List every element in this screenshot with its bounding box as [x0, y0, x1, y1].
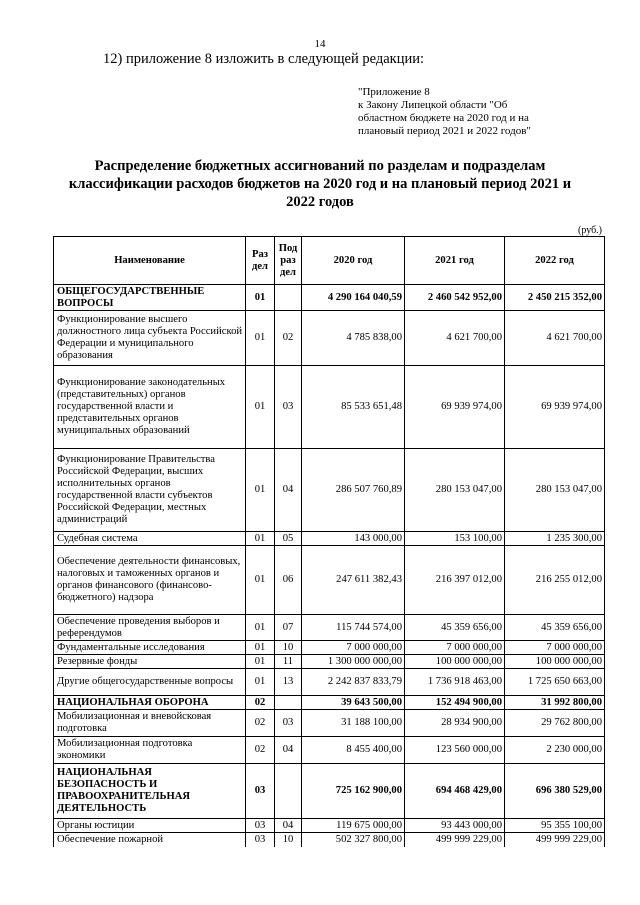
row-section: 01 [246, 655, 275, 669]
row-2022: 29 762 800,00 [505, 710, 605, 737]
row-name: Фундаментальные исследования [54, 641, 246, 655]
row-2021: 280 153 047,00 [405, 449, 505, 532]
header-section: Раз дел [246, 237, 275, 285]
row-subsection: 03 [275, 366, 302, 449]
table-row [54, 641, 605, 655]
table-row [54, 764, 605, 819]
row-subsection [275, 696, 302, 710]
row-2020: 115 744 574,00 [302, 615, 405, 641]
row-section: 01 [246, 285, 275, 311]
table-row [54, 833, 605, 847]
row-2021: 7 000 000,00 [405, 641, 505, 655]
row-name: Органы юстиции [54, 819, 246, 833]
row-2022: 4 621 700,00 [505, 311, 605, 366]
budget-table [53, 236, 605, 847]
row-section: 01 [246, 311, 275, 366]
row-section: 01 [246, 366, 275, 449]
row-2022: 2 230 000,00 [505, 737, 605, 764]
row-2022: 7 000 000,00 [505, 641, 605, 655]
header-2020: 2020 год [302, 237, 405, 285]
row-section: 03 [246, 819, 275, 833]
row-2022: 499 999 229,00 [505, 833, 605, 847]
row-subsection: 05 [275, 532, 302, 546]
row-2022: 95 355 100,00 [505, 819, 605, 833]
row-name: Функционирование Правительства Российской Федерации, высших исполнительных органов государственной власти субъектов Российской Федерации, местных администраций [54, 449, 246, 532]
row-section: 02 [246, 696, 275, 710]
row-2020: 4 785 838,00 [302, 311, 405, 366]
title-line: 2022 годов [286, 194, 354, 210]
row-2020: 119 675 000,00 [302, 819, 405, 833]
appendix-line: областном бюджете на 2020 год и на [358, 112, 529, 124]
row-name: Другие общегосударственные вопросы [54, 669, 246, 696]
row-subsection: 10 [275, 641, 302, 655]
row-section: 01 [246, 641, 275, 655]
row-2020: 39 643 500,00 [302, 696, 405, 710]
row-2020: 31 188 100,00 [302, 710, 405, 737]
appendix-line: плановый период 2021 и 2022 годов" [358, 125, 531, 137]
table-row [54, 819, 605, 833]
row-2020: 8 455 400,00 [302, 737, 405, 764]
title-line: классификации расходов бюджетов на 2020 год и на плановый период 2021 и [68, 176, 572, 192]
row-name: Функционирование высшего должностного лица субъекта Российской Федерации и муниципального образования [54, 311, 246, 366]
page-number: 14 [314, 38, 326, 50]
row-2022: 2 450 215 352,00 [505, 285, 605, 311]
row-2020: 4 290 164 040,59 [302, 285, 405, 311]
header-2022: 2022 год [505, 237, 605, 285]
table-row [54, 285, 605, 311]
currency-note: (руб.) [578, 225, 602, 236]
row-subsection: 04 [275, 737, 302, 764]
row-2021: 694 468 429,00 [405, 764, 505, 819]
header-name: Наименование [54, 237, 246, 285]
table-row [54, 655, 605, 669]
row-name: Обеспечение пожарной [54, 833, 246, 847]
row-subsection: 04 [275, 819, 302, 833]
row-section: 03 [246, 833, 275, 847]
row-2021: 1 736 918 463,00 [405, 669, 505, 696]
row-2022: 216 255 012,00 [505, 546, 605, 615]
row-2021: 216 397 012,00 [405, 546, 505, 615]
row-2022: 100 000 000,00 [505, 655, 605, 669]
row-section: 01 [246, 669, 275, 696]
row-2021: 93 443 000,00 [405, 819, 505, 833]
row-subsection: 03 [275, 710, 302, 737]
row-2021: 69 939 974,00 [405, 366, 505, 449]
row-2021: 499 999 229,00 [405, 833, 505, 847]
row-subsection: 11 [275, 655, 302, 669]
table-row [54, 311, 605, 366]
row-name: Судебная система [54, 532, 246, 546]
table-row [54, 669, 605, 696]
row-2022: 69 939 974,00 [505, 366, 605, 449]
row-subsection: 06 [275, 546, 302, 615]
table-row [54, 696, 605, 710]
appendix-line: "Приложение 8 [358, 86, 430, 98]
row-2021: 45 359 656,00 [405, 615, 505, 641]
row-2022: 1 235 300,00 [505, 532, 605, 546]
row-2021: 100 000 000,00 [405, 655, 505, 669]
document-title [40, 157, 600, 211]
row-2022: 280 153 047,00 [505, 449, 605, 532]
appendix-reference [358, 86, 531, 138]
row-2020: 143 000,00 [302, 532, 405, 546]
row-name: Обеспечение деятельности финансовых, налоговых и таможенных органов и органов финансового (финансово-бюджетного) надзора [54, 546, 246, 615]
row-2021: 152 494 900,00 [405, 696, 505, 710]
row-2022: 1 725 650 663,00 [505, 669, 605, 696]
row-name: Мобилизационная и вневойсковая подготовка [54, 710, 246, 737]
row-section: 03 [246, 764, 275, 819]
row-subsection [275, 285, 302, 311]
row-2022: 696 380 529,00 [505, 764, 605, 819]
row-2020: 725 162 900,00 [302, 764, 405, 819]
table-row [54, 546, 605, 615]
row-subsection: 10 [275, 833, 302, 847]
row-subsection: 07 [275, 615, 302, 641]
table-row [54, 449, 605, 532]
row-2020: 2 242 837 833,79 [302, 669, 405, 696]
title-line: Распределение бюджетных ассигнований по разделам и подразделам [94, 158, 546, 174]
row-2020: 286 507 760,89 [302, 449, 405, 532]
row-name: НАЦИОНАЛЬНАЯ БЕЗОПАСНОСТЬ И ПРАВООХРАНИТЕЛЬНАЯ ДЕЯТЕЛЬНОСТЬ [54, 764, 246, 819]
table-body [54, 285, 605, 847]
row-2022: 31 992 800,00 [505, 696, 605, 710]
row-subsection [275, 764, 302, 819]
row-name: Резервные фонды [54, 655, 246, 669]
row-subsection: 02 [275, 311, 302, 366]
row-name: Функционирование законодательных (представительных) органов государственной власти и представительных органов муниципальных образований [54, 366, 246, 449]
row-section: 01 [246, 615, 275, 641]
appendix-line: к Закону Липецкой области "Об [358, 99, 508, 111]
table-row [54, 366, 605, 449]
row-section: 02 [246, 710, 275, 737]
row-subsection: 04 [275, 449, 302, 532]
row-section: 01 [246, 449, 275, 532]
row-2020: 247 611 382,43 [302, 546, 405, 615]
row-2022: 45 359 656,00 [505, 615, 605, 641]
table-row [54, 615, 605, 641]
row-2020: 7 000 000,00 [302, 641, 405, 655]
table-row [54, 532, 605, 546]
row-2020: 85 533 651,48 [302, 366, 405, 449]
row-section: 01 [246, 546, 275, 615]
row-2020: 502 327 800,00 [302, 833, 405, 847]
row-2021: 2 460 542 952,00 [405, 285, 505, 311]
intro-text: 12) приложение 8 изложить в следующей редакции: [103, 51, 425, 67]
row-2021: 153 100,00 [405, 532, 505, 546]
table-row [54, 710, 605, 737]
row-2020: 1 300 000 000,00 [302, 655, 405, 669]
row-name: Мобилизационная подготовка экономики [54, 737, 246, 764]
header-2021: 2021 год [405, 237, 505, 285]
row-2021: 4 621 700,00 [405, 311, 505, 366]
row-section: 01 [246, 532, 275, 546]
row-section: 02 [246, 737, 275, 764]
row-name: Обеспечение проведения выборов и референдумов [54, 615, 246, 641]
row-subsection: 13 [275, 669, 302, 696]
row-name: ОБЩЕГОСУДАРСТВЕННЫЕ ВОПРОСЫ [54, 285, 246, 311]
row-2021: 28 934 900,00 [405, 710, 505, 737]
row-name: НАЦИОНАЛЬНАЯ ОБОРОНА [54, 696, 246, 710]
table-row [54, 737, 605, 764]
row-2021: 123 560 000,00 [405, 737, 505, 764]
header-subsection: Под раз дел [275, 237, 302, 285]
